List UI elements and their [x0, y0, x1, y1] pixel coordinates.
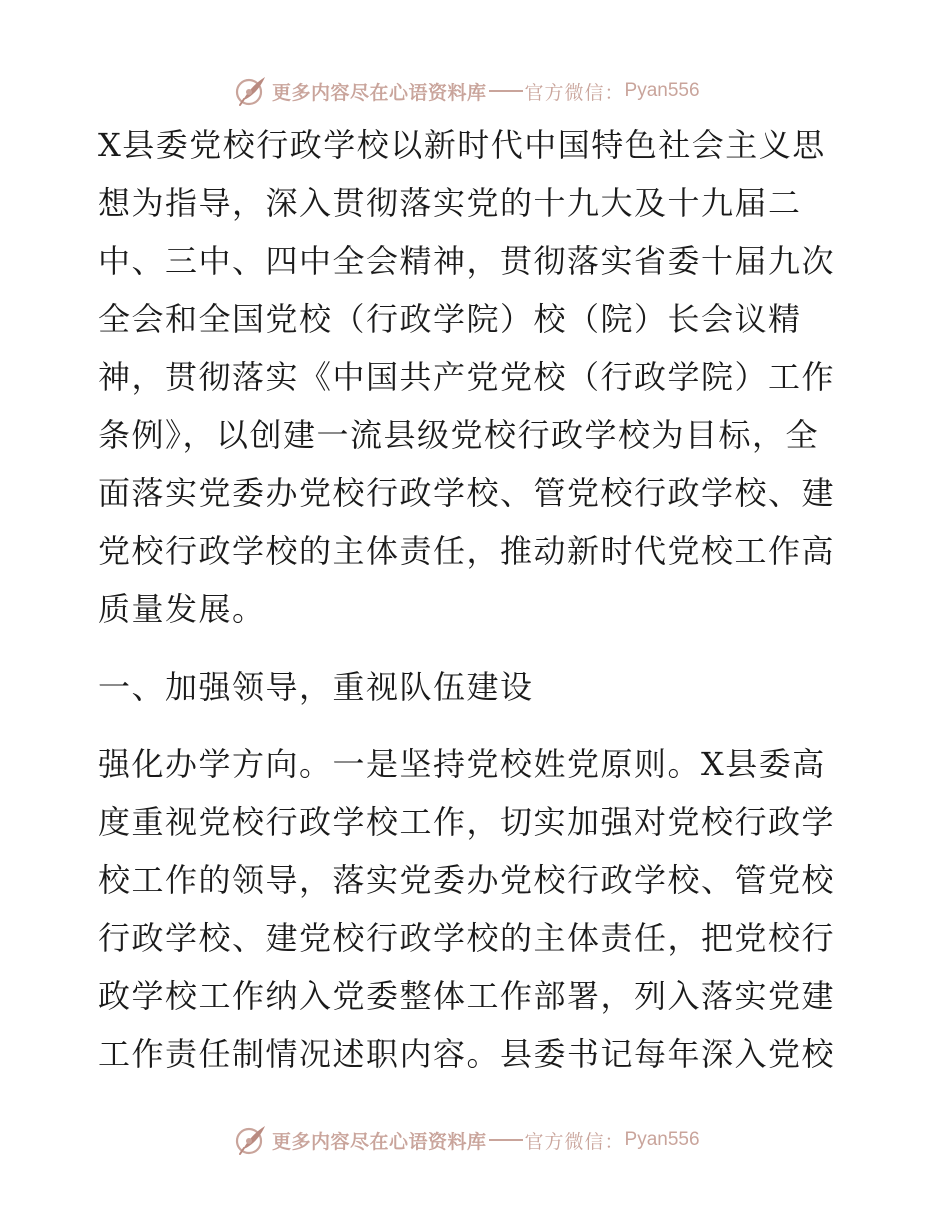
paragraph-intro: X县委党校行政学校以新时代中国特色社会主义思想为指导，深入贯彻落实党的十九大及十九届二中、三中、四中全会精神，贯彻落实省委十届九次全会和全国党校（行政学院）校（院）长会议精神，贯彻落实《中国共产党党校（行政学院）工作条例》，以创建一流县级党校行政学校为目标，全面落实党委办党校行政学校、管党校行政学校、建党校行政学校的主体责任，推动新时代党校工作高质量发展。 — [98, 126, 836, 628]
watermark-wechat-label: 官方微信： — [524, 1130, 625, 1153]
header-watermark — [234, 74, 700, 108]
watermark-text: 更多内容尽在心语资料库 — [272, 81, 487, 104]
watermark-text: 更多内容尽在心语资料库 — [272, 1130, 487, 1153]
quill-pen-icon — [234, 74, 268, 108]
footer-watermark — [234, 1123, 700, 1157]
quill-pen-icon — [234, 1123, 268, 1157]
watermark-dash — [489, 90, 523, 92]
watermark-dash — [489, 1139, 523, 1141]
section-heading-1: 一、加强领导，重视队伍建设 — [98, 668, 534, 706]
watermark-wechat-id: Pyan556 — [624, 80, 700, 101]
watermark-wechat-label: 官方微信： — [524, 81, 625, 104]
watermark-wechat-id: Pyan556 — [624, 1129, 700, 1150]
paragraph-section-1: 强化办学方向。一是坚持党校姓党原则。X县委高度重视党校行政学校工作，切实加强对党校行政学校工作的领导，落实党委办党校行政学校、管党校行政学校、建党校行政学校的主体责任，把党校行政学校工作纳入党委整体工作部署，列入落实党建工作责任制情况述职内容。县委书记每年深入党校 — [98, 745, 836, 1073]
